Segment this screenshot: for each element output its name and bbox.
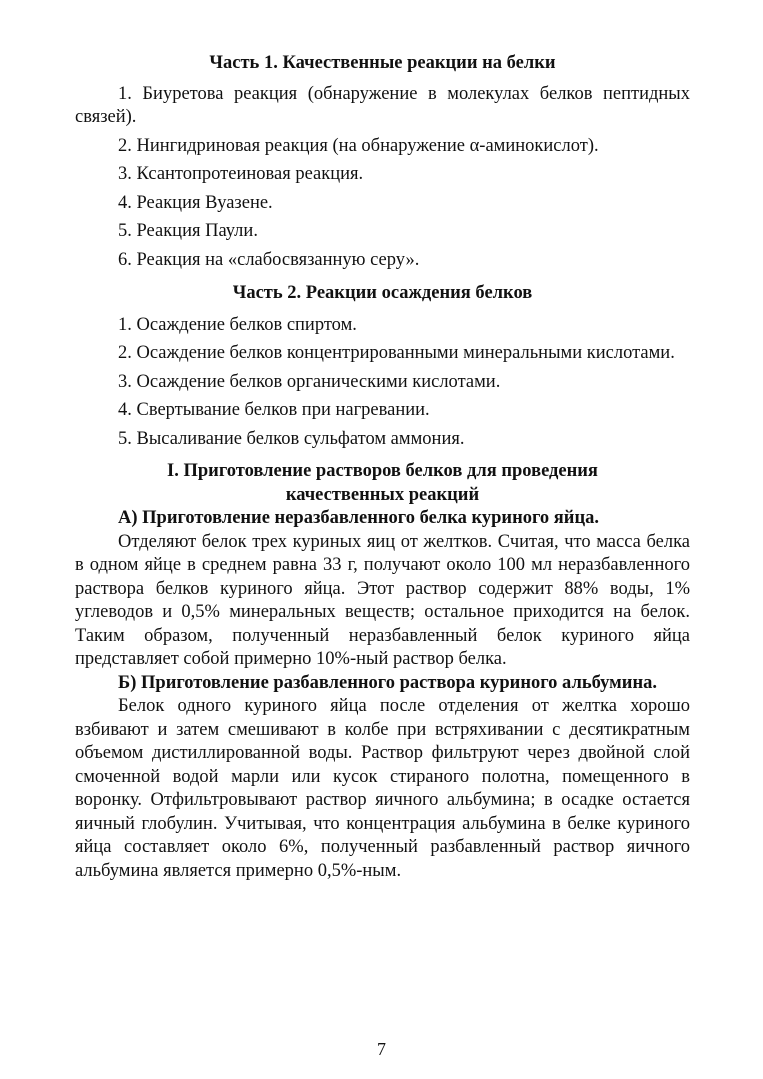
list-item: 1. Осаждение белков спиртом. xyxy=(118,314,357,335)
page-content xyxy=(75,52,690,883)
part2-title: Часть 2. Реакции осаждения белков xyxy=(232,283,533,303)
list-item: 2. Нингидриновая реакция (на обнаружение α-аминокислот). xyxy=(118,135,599,156)
list-item: 5. Реакция Паули. xyxy=(118,221,258,241)
list-item: 3. Ксантопротеиновая реакция. xyxy=(118,164,364,184)
subsection-a-title: А) Приготовление неразбавленного белка куриного яйца. xyxy=(118,508,599,528)
list-item: 4. Реакция Вуазене. xyxy=(118,192,273,213)
subsection-b-text: Белок одного куриного яйца после отделения от желтка хорошо взбивают и затем смешивают в колбе при встряхивании с десятикратным объемом дистиллированной воды. Раствор фильтруют через двойной слой смоченной водой марли или кусок стираного полотна, помещенного в воронку. Отфильтровывают раствор яичного альбумина; в осадке остается яичный глобулин. Учитывая, что концентрация альбумина в белке куриного яйца составляет около 6%, полученный разбавленный раствор яичного альбумина является примерно 0,5%-ным. xyxy=(75,696,690,881)
list-item: 6. Реакция на «слабосвязанную серу». xyxy=(118,249,420,270)
list-item: 1. Биуретова реакция (обнаружение в молекулах белков пептидных связей). xyxy=(75,83,690,127)
section1-title xyxy=(75,460,690,507)
list-item: 4. Свертывание белков при нагревании. xyxy=(118,400,430,420)
subsection-b-title: Б) Приготовление разбавленного раствора куриного альбумина. xyxy=(118,672,657,693)
part1-title: Часть 1. Качественные реакции на белки xyxy=(209,53,556,73)
section1-title-line2: качественных реакций xyxy=(285,484,480,505)
list-item: 2. Осаждение белков концентрированными минеральными кислотами. xyxy=(118,343,675,363)
subsection-a-text: Отделяют белок трех куриных яиц от желтков. Считая, что масса белка в одном яйце в среднем равна 33 г, получают около 100 мл неразбавленного раствора белков куриного яйца. Этот раствор содержит 88% воды, 1% углеводов и 0,5% минеральных веществ; остальное приходится на белок. Таким образом, полученный неразбавленный белок куриного яйца представляет собой примерно 10%-ный раствор белка. xyxy=(75,531,690,669)
list-item: 5. Высаливание белков сульфатом аммония. xyxy=(118,428,465,449)
list-item: 3. Осаждение белков органическими кислотами. xyxy=(118,371,501,392)
section1-title-line1: I. Приготовление растворов белков для проведения xyxy=(167,461,598,481)
page-number: 7 xyxy=(377,1039,386,1059)
